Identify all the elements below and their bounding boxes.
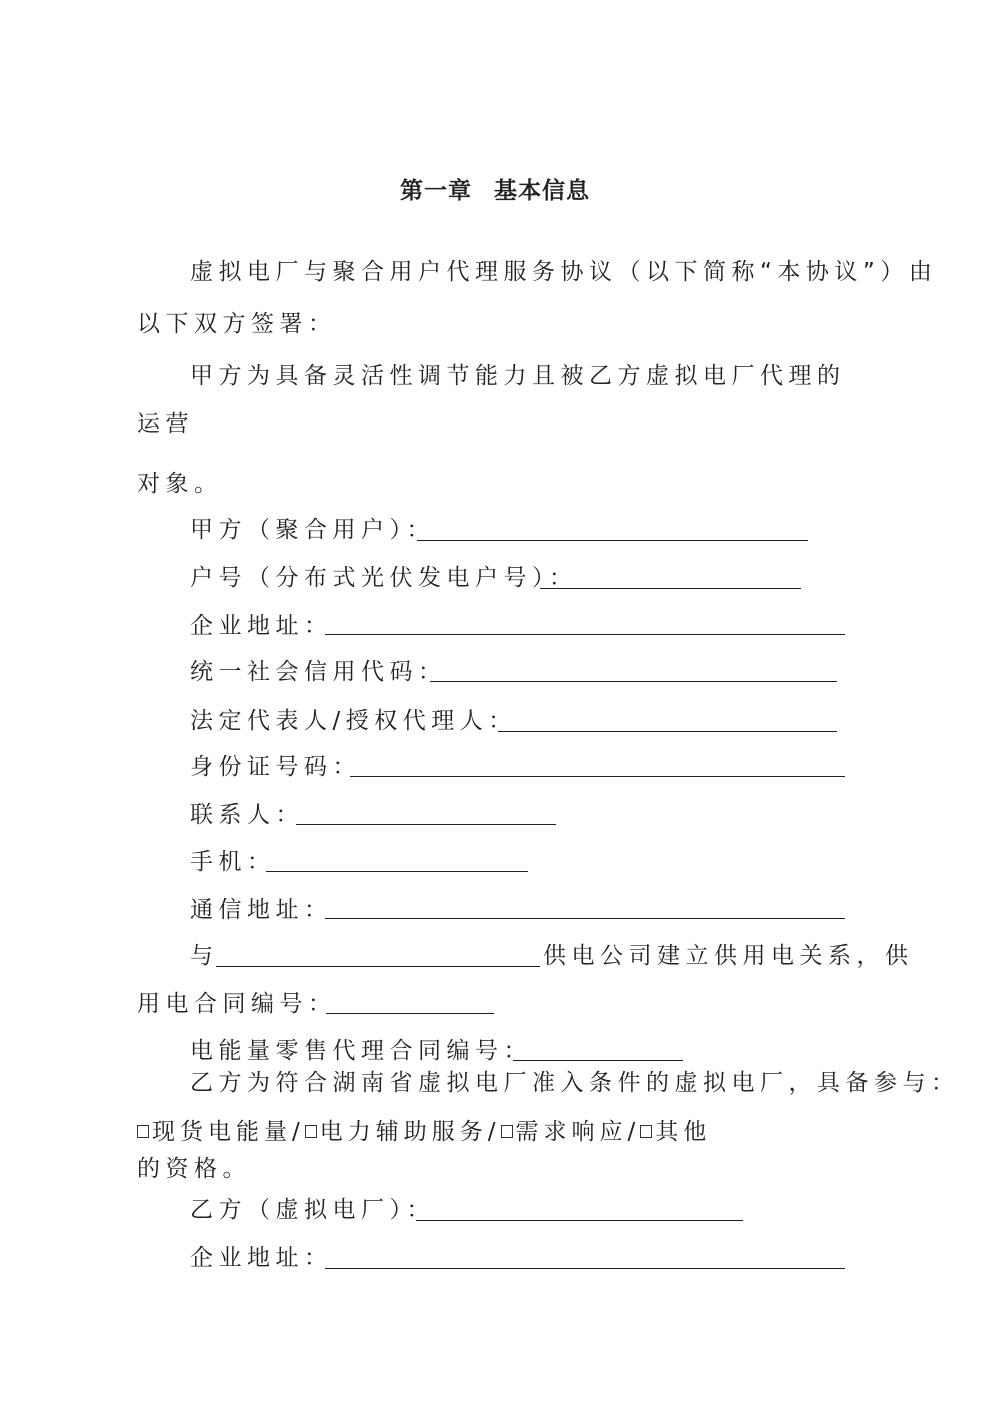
qualification-options: 现货电能量/ 电力辅助服务/ 需求响应/ 其他 — [137, 1117, 711, 1147]
option-ancillary-service[interactable]: 电力辅助服务 — [305, 1119, 488, 1145]
checkbox-icon[interactable] — [501, 1125, 513, 1138]
party-b-name-field[interactable] — [416, 1220, 743, 1221]
supply-contract-field[interactable] — [326, 1013, 494, 1014]
chapter-title — [400, 176, 590, 206]
contact-label: 联系人： — [190, 802, 304, 828]
intro-line-3: 甲方为具备灵活性调节能力且被乙方虚拟电厂代理的 — [190, 363, 846, 389]
chapter-number: 第一章 — [400, 178, 472, 204]
chapter-name: 基本信息 — [494, 178, 590, 204]
party-b-address-field[interactable] — [325, 1268, 845, 1269]
party-b-intro-line-1: 乙方为符合湖南省虚拟电厂准入条件的虚拟电厂，具备参与： — [190, 1070, 960, 1096]
id-number-label: 身份证号码： — [190, 754, 361, 780]
checkbox-icon[interactable] — [305, 1125, 317, 1138]
party-b-address-label: 企业地址： — [190, 1245, 333, 1271]
party-a-name-field[interactable] — [417, 540, 808, 541]
account-number-field[interactable] — [540, 588, 801, 589]
mail-address-field[interactable] — [325, 918, 845, 919]
party-b-intro-line-3: 的资格。 — [137, 1156, 251, 1182]
option-spot-energy[interactable]: 现货电能量 — [137, 1119, 292, 1145]
phone-label: 手机： — [190, 849, 276, 875]
account-number-label: 户号（分布式光伏发电户号）： — [190, 565, 578, 591]
checkbox-icon[interactable] — [640, 1125, 652, 1138]
party-a-address-label: 企业地址： — [190, 613, 333, 639]
legal-rep-label: 法定代表人/授权代理人： — [190, 708, 517, 734]
id-number-field[interactable] — [350, 776, 845, 777]
phone-field[interactable] — [266, 871, 528, 872]
supply-prefix: 与 — [190, 943, 219, 969]
retail-contract-label: 电能量零售代理合同编号： — [190, 1038, 532, 1064]
option-demand-response[interactable]: 需求响应 — [501, 1119, 628, 1145]
credit-code-label: 统一社会信用代码： — [190, 659, 447, 685]
credit-code-field[interactable] — [430, 681, 837, 682]
legal-rep-field[interactable] — [498, 731, 837, 732]
party-b-name-label: 乙方（虚拟电厂）： — [190, 1197, 435, 1223]
intro-line-1: 虚拟电厂与聚合用户代理服务协议（以下简称“本协议”）由 — [190, 259, 938, 285]
option-other[interactable]: 其他 — [640, 1119, 711, 1145]
supply-contract-label: 用电合同编号： — [137, 991, 337, 1017]
intro-line-4: 运营 — [137, 411, 194, 437]
intro-line-5: 对象。 — [137, 471, 223, 497]
intro-line-2: 以下双方签署： — [137, 311, 337, 337]
checkbox-icon[interactable] — [137, 1125, 149, 1138]
retail-contract-field[interactable] — [513, 1060, 683, 1061]
party-a-address-field[interactable] — [325, 634, 845, 635]
mail-address-label: 通信地址： — [190, 897, 333, 923]
supply-company-field[interactable] — [216, 966, 540, 967]
supply-suffix: 供电公司建立供用电关系，供 — [543, 943, 914, 969]
contact-field[interactable] — [296, 824, 556, 825]
party-a-name-label: 甲方（聚合用户）： — [190, 517, 435, 543]
